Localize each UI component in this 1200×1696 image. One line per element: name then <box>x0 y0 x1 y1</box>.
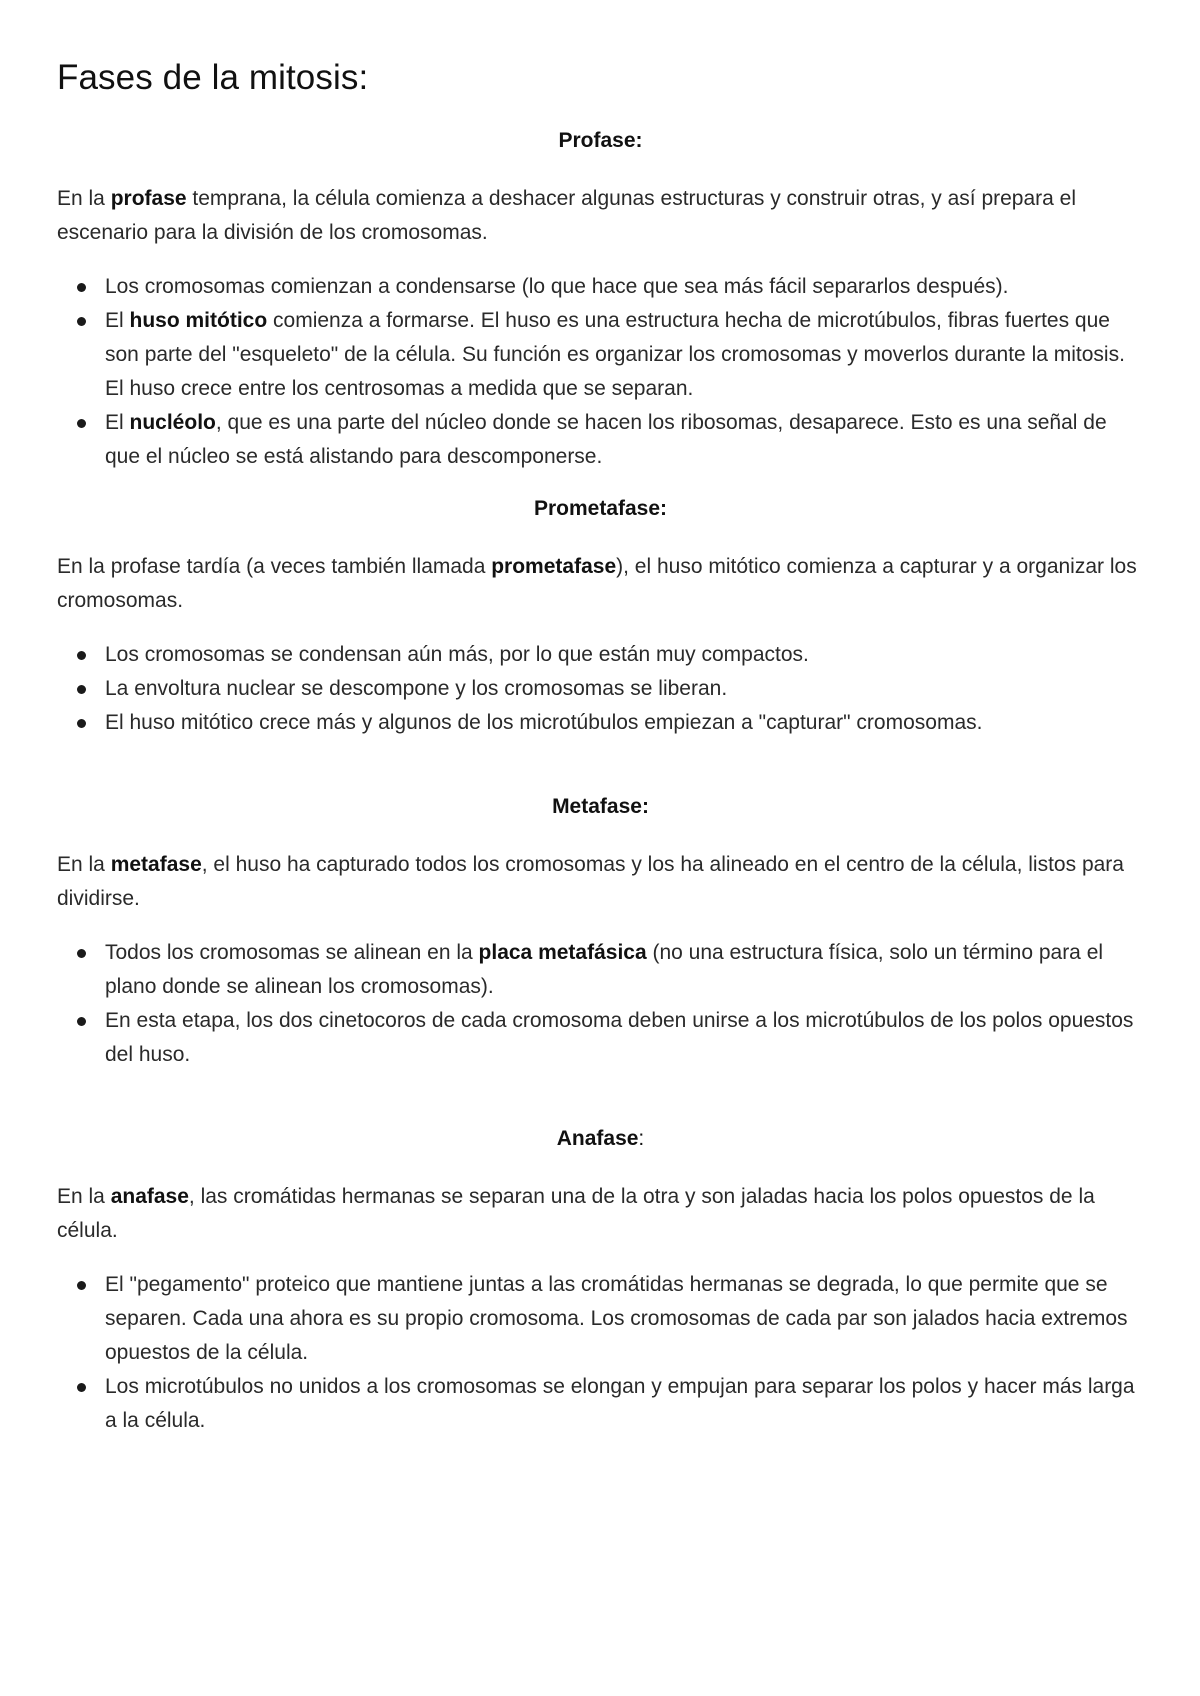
bold-term: Prometafase: <box>533 497 668 520</box>
list-item <box>57 406 1144 474</box>
list-item <box>57 638 1144 672</box>
section-paragraph <box>57 1180 1144 1248</box>
list-item <box>57 304 1144 406</box>
text-run: temprana, la célula comienza a deshacer algunas estructuras y construir otras, y así prepara el escenario para la división de los cromosomas. <box>57 187 1077 244</box>
text-run: El <box>105 411 130 434</box>
section <box>57 1124 1144 1438</box>
section-paragraph <box>57 182 1144 250</box>
section <box>57 126 1144 494</box>
list-item <box>57 1004 1144 1072</box>
bold-term: prometafase <box>491 555 617 578</box>
bullet-list <box>57 1268 1144 1438</box>
text-run: , que es una parte del núcleo donde se hacen los ribosomas, desaparece. Esto es una señal de que el núcleo se está alistando para descomponerse. <box>105 411 1107 468</box>
section-heading <box>57 494 1144 524</box>
text-run: , las cromátidas hermanas se separan una de la otra y son jaladas hacia los polos opuestos de la célula. <box>57 1185 1095 1242</box>
section-paragraph <box>57 550 1144 618</box>
text-run: Los cromosomas comienzan a condensarse (lo que hace que sea más fácil separarlos después). <box>105 275 1009 298</box>
text-run: Todos los cromosomas se alinean en la <box>105 941 479 964</box>
section-spacer <box>57 474 1144 494</box>
bold-term: Profase: <box>558 129 643 152</box>
text-run: En la <box>57 853 111 876</box>
bullet-list <box>57 936 1144 1072</box>
text-run: comienza a formarse. El huso es una estructura hecha de microtúbulos, fibras fuertes que son parte del "esqueleto" de la célula. Su función es organizar los cromosomas y moverlos durante la mitosis. El huso crece entre los centrosomas a medida que se separan. <box>105 309 1125 400</box>
list-item <box>57 672 1144 706</box>
text-run: El "pegamento" proteico que mantiene juntas a las cromátidas hermanas se degrada, lo que permite que se separen. Cada una ahora es su propio cromosoma. Los cromosomas de cada par son jalados hacia extremos opuestos de la célula. <box>105 1273 1128 1364</box>
text-run: (no una estructura física, solo un término para el plano donde se alinean los cromosomas). <box>105 941 1104 998</box>
text-run: , el huso ha capturado todos los cromosomas y los ha alineado en el centro de la célula, listos para dividirse. <box>57 853 1124 910</box>
text-run: Los microtúbulos no unidos a los cromosomas se elongan y empujan para separar los polos y hacer más larga a la célula. <box>105 1375 1135 1432</box>
text-run: La envoltura nuclear se descompone y los cromosomas se liberan. <box>105 677 728 700</box>
text-run: En la <box>57 187 111 210</box>
section-heading <box>57 1124 1144 1154</box>
bold-term: huso mitótico <box>129 309 268 332</box>
list-item <box>57 936 1144 1004</box>
page-title: Fases de la mitosis: <box>57 58 369 97</box>
section-heading <box>57 126 1144 156</box>
section-spacer <box>57 1072 1144 1124</box>
text-run: : <box>638 1127 645 1150</box>
bold-term: metafase <box>110 853 202 876</box>
section-spacer <box>57 740 1144 792</box>
bold-term: profase <box>110 187 187 210</box>
text-run: Los cromosomas se condensan aún más, por lo que están muy compactos. <box>105 643 809 666</box>
bold-term: Anafase <box>556 1127 639 1150</box>
section <box>57 494 1144 792</box>
sections-container <box>57 126 1144 1438</box>
bold-term: placa metafásica <box>478 941 647 964</box>
section <box>57 792 1144 1124</box>
bold-term: anafase <box>110 1185 189 1208</box>
section-paragraph <box>57 848 1144 916</box>
text-run: ), el huso mitótico comienza a capturar y a organizar los cromosomas. <box>57 555 1137 612</box>
section-heading <box>57 792 1144 822</box>
list-item <box>57 1370 1144 1438</box>
bullet-list <box>57 270 1144 474</box>
text-run: En esta etapa, los dos cinetocoros de cada cromosoma deben unirse a los microtúbulos de los polos opuestos del huso. <box>105 1009 1134 1066</box>
text-run: El <box>105 309 130 332</box>
text-run: En la profase tardía (a veces también llamada <box>57 555 492 578</box>
bold-term: Metafase: <box>552 795 649 818</box>
list-item <box>57 1268 1144 1370</box>
bold-term: nucléolo <box>129 411 216 434</box>
text-run: El huso mitótico crece más y algunos de los microtúbulos empiezan a "capturar" cromosomas. <box>105 711 983 734</box>
list-item <box>57 270 1144 304</box>
bullet-list <box>57 638 1144 740</box>
text-run: En la <box>57 1185 111 1208</box>
list-item <box>57 706 1144 740</box>
